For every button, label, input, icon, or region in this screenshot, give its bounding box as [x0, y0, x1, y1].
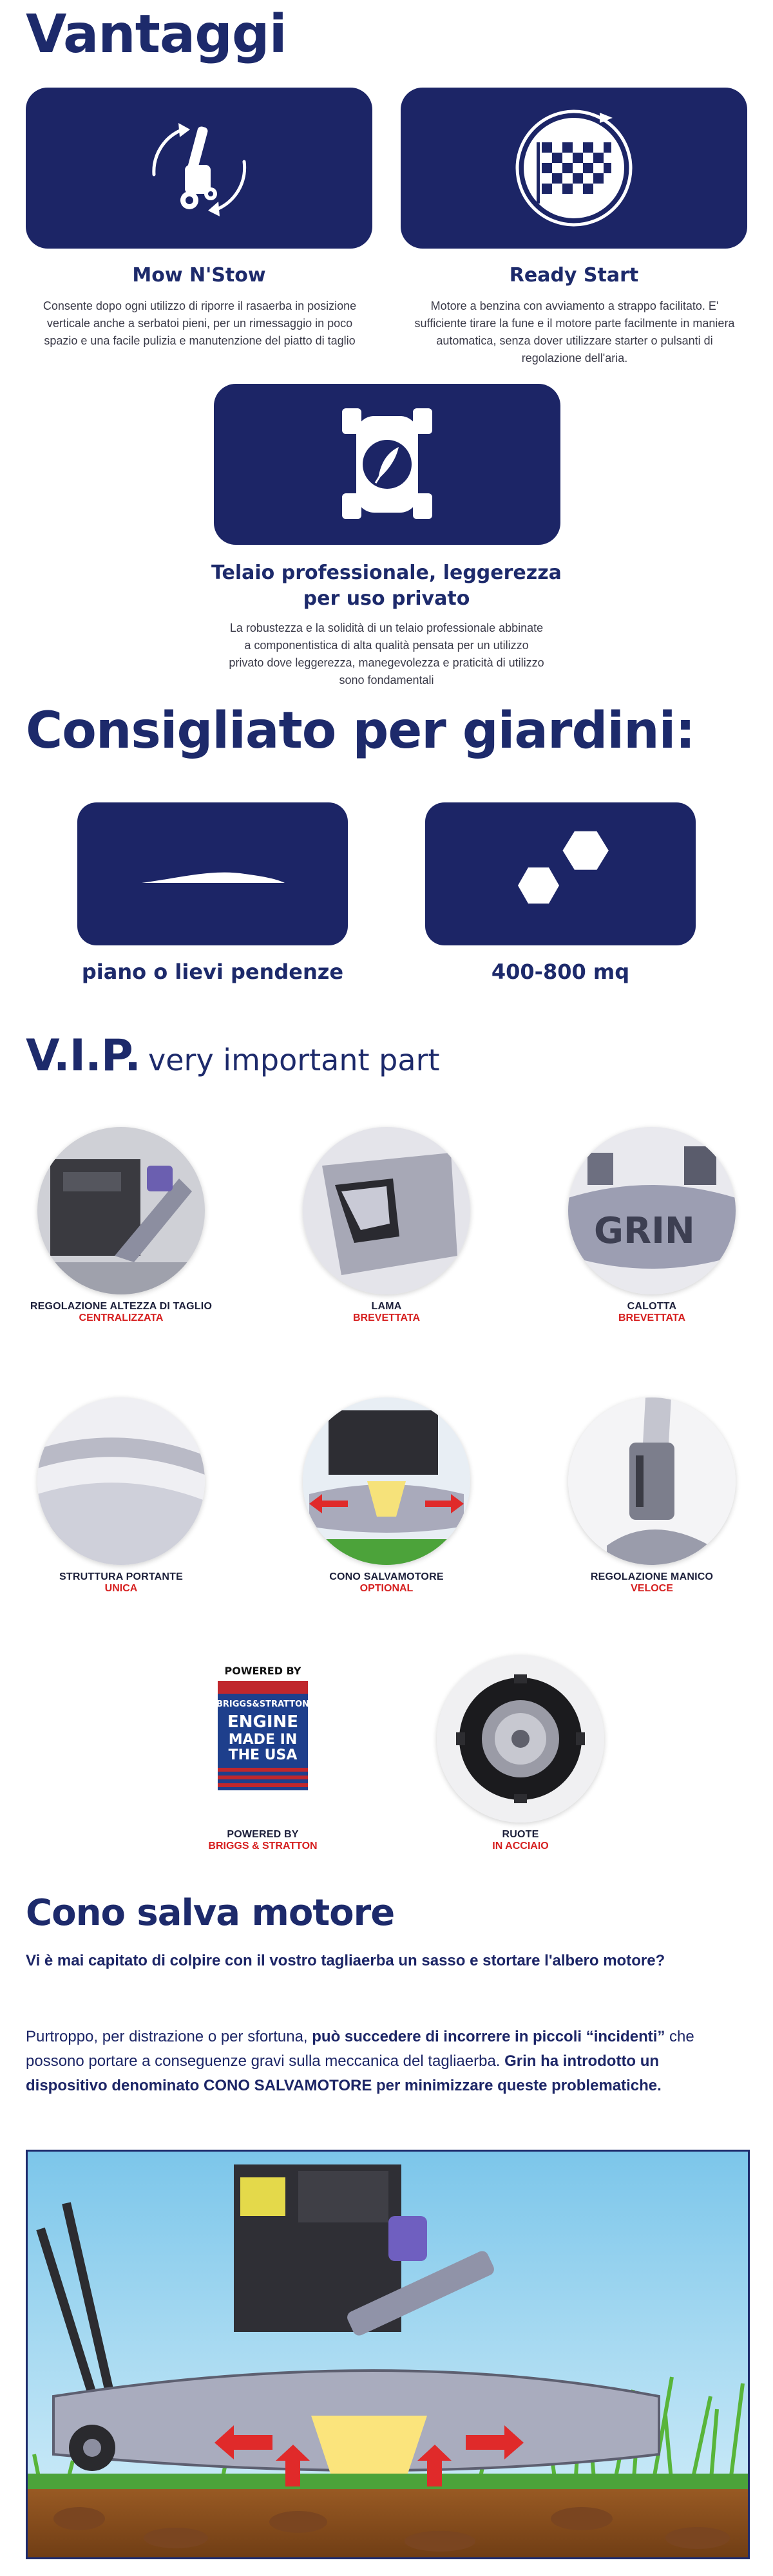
hexagons-area-icon — [496, 822, 625, 925]
checkered-flag-icon — [503, 104, 645, 232]
feature-desc-ready: Motore a benzina con avviamento a strappo facilitato. E' sufficiente tirare la fune e il motore parte facilmente in maniera automatica, senza dover utilizzare starter o pulsanti di regolazione dell'aria. — [414, 299, 735, 365]
feature-title-ready: Ready Start — [509, 264, 639, 287]
section-title-vantaggi: Vantaggi — [26, 4, 287, 65]
feature-title-mow: Mow N'Stow — [132, 264, 266, 287]
feature-desc-telaio: La robustezza e la solidità di un telaio professionale abbinate a componentistica di alta qualità pensata per un utilizzo privato dove leggerezza, manegevolezza e praticità di utilizzo sono fondamentali — [229, 621, 544, 687]
feather-chassis-icon — [316, 397, 458, 532]
garden-size-card — [425, 802, 696, 945]
briggs-stratton-logo — [179, 1655, 347, 1823]
part-line2: CENTRALIZZATA — [79, 1312, 164, 1323]
svg-text:THE USA: THE USA — [228, 1747, 298, 1763]
part-line1: REGOLAZIONE ALTEZZA DI TAGLIO — [30, 1301, 213, 1312]
svg-text:BRIGGS&STRATTON: BRIGGS&STRATTON — [216, 1700, 310, 1709]
part-line1: STRUTTURA PORTANTE — [59, 1571, 184, 1582]
part-line2: OPTIONAL — [359, 1583, 414, 1594]
feature-desc-mow: Consente dopo ogni utilizzo di riporre il rasaerba in posizione verticale anche a serbatoi pieni, per un rimessaggio in poco spazio e una facile pulizia e manutenzione del piatto di taglio — [43, 299, 357, 347]
svg-text:POWERED BY: POWERED BY — [224, 1665, 301, 1677]
part-image-cono — [303, 1397, 470, 1565]
section-title-consigliato: Consigliato per giardini: — [26, 702, 695, 760]
mower-rotate-icon — [128, 104, 270, 232]
part-line2: BREVETTATA — [618, 1312, 685, 1323]
part-line2: BREVETTATA — [353, 1312, 420, 1323]
cono-text-d: Grin ha introdotto un dispositivo denominato CONO SALVAMOTORE per minimizzare queste problematiche. — [26, 2052, 662, 2094]
part-lama — [283, 1127, 490, 1324]
vip-title-small: very important part — [148, 1043, 440, 1077]
svg-text:MADE IN: MADE IN — [228, 1732, 298, 1748]
part-ruote — [417, 1655, 624, 1852]
vip-title-big: V.I.P. — [26, 1030, 141, 1081]
part-image-calotta — [568, 1127, 736, 1294]
part-line1: LAMA — [371, 1301, 402, 1312]
garden-flat-card — [77, 802, 348, 945]
section-title-vip — [26, 1030, 440, 1081]
cono-salvamotore-illustration — [26, 2150, 750, 2559]
part-briggs — [160, 1655, 366, 1852]
calotta-brand-text: GRIN — [594, 1210, 695, 1252]
cono-text-c: che possono portare a conseguenze gravi sulla meccanica del tagliaerba. — [26, 2028, 694, 2070]
cono-text-b: può succedere di incorrere in piccoli “incidenti” — [312, 2028, 665, 2045]
part-calotta — [549, 1127, 755, 1324]
part-line1: CONO SALVAMOTORE — [329, 1571, 444, 1582]
part-cono — [283, 1397, 490, 1595]
part-regolazione-altezza — [18, 1127, 224, 1324]
part-image-manico — [568, 1397, 736, 1565]
part-line2: UNICA — [104, 1583, 138, 1594]
ready-start-card — [401, 88, 747, 249]
cono-paragraph — [26, 2025, 741, 2098]
flat-terrain-icon — [135, 855, 290, 893]
cono-intro: Vi è mai capitato di colpire con il vostro tagliaerba un sasso e stortare l'albero motore? — [26, 1952, 665, 1969]
garden-label-piano: piano o lievi pendenze — [81, 960, 344, 984]
part-line1: RUOTE — [502, 1829, 539, 1840]
part-image-struttura — [37, 1397, 205, 1565]
garden-label-mq: 400-800 mq — [491, 960, 630, 984]
part-struttura — [18, 1397, 224, 1595]
part-image-ruote — [437, 1655, 604, 1823]
part-line1: REGOLAZIONE MANICO — [590, 1571, 714, 1582]
telaio-card — [214, 384, 560, 545]
part-line2: VELOCE — [631, 1583, 673, 1594]
cono-text-a: Purtroppo, per distrazione o per sfortuna, — [26, 2028, 312, 2045]
part-line2: BRIGGS & STRATTON — [208, 1841, 318, 1852]
mow-n-stow-card — [26, 88, 372, 249]
part-image-regolazione-altezza — [37, 1127, 205, 1294]
section-title-cono: Cono salva motore — [26, 1892, 395, 1934]
part-manico — [549, 1397, 755, 1595]
part-image-lama — [303, 1127, 470, 1294]
part-line1: POWERED BY — [227, 1829, 299, 1840]
feature-title-telaio: Telaio professionale, leggerezza per uso privato — [211, 562, 562, 610]
part-line2: IN ACCIAIO — [492, 1841, 549, 1852]
part-line1: CALOTTA — [627, 1301, 677, 1312]
svg-text:ENGINE: ENGINE — [227, 1712, 299, 1732]
